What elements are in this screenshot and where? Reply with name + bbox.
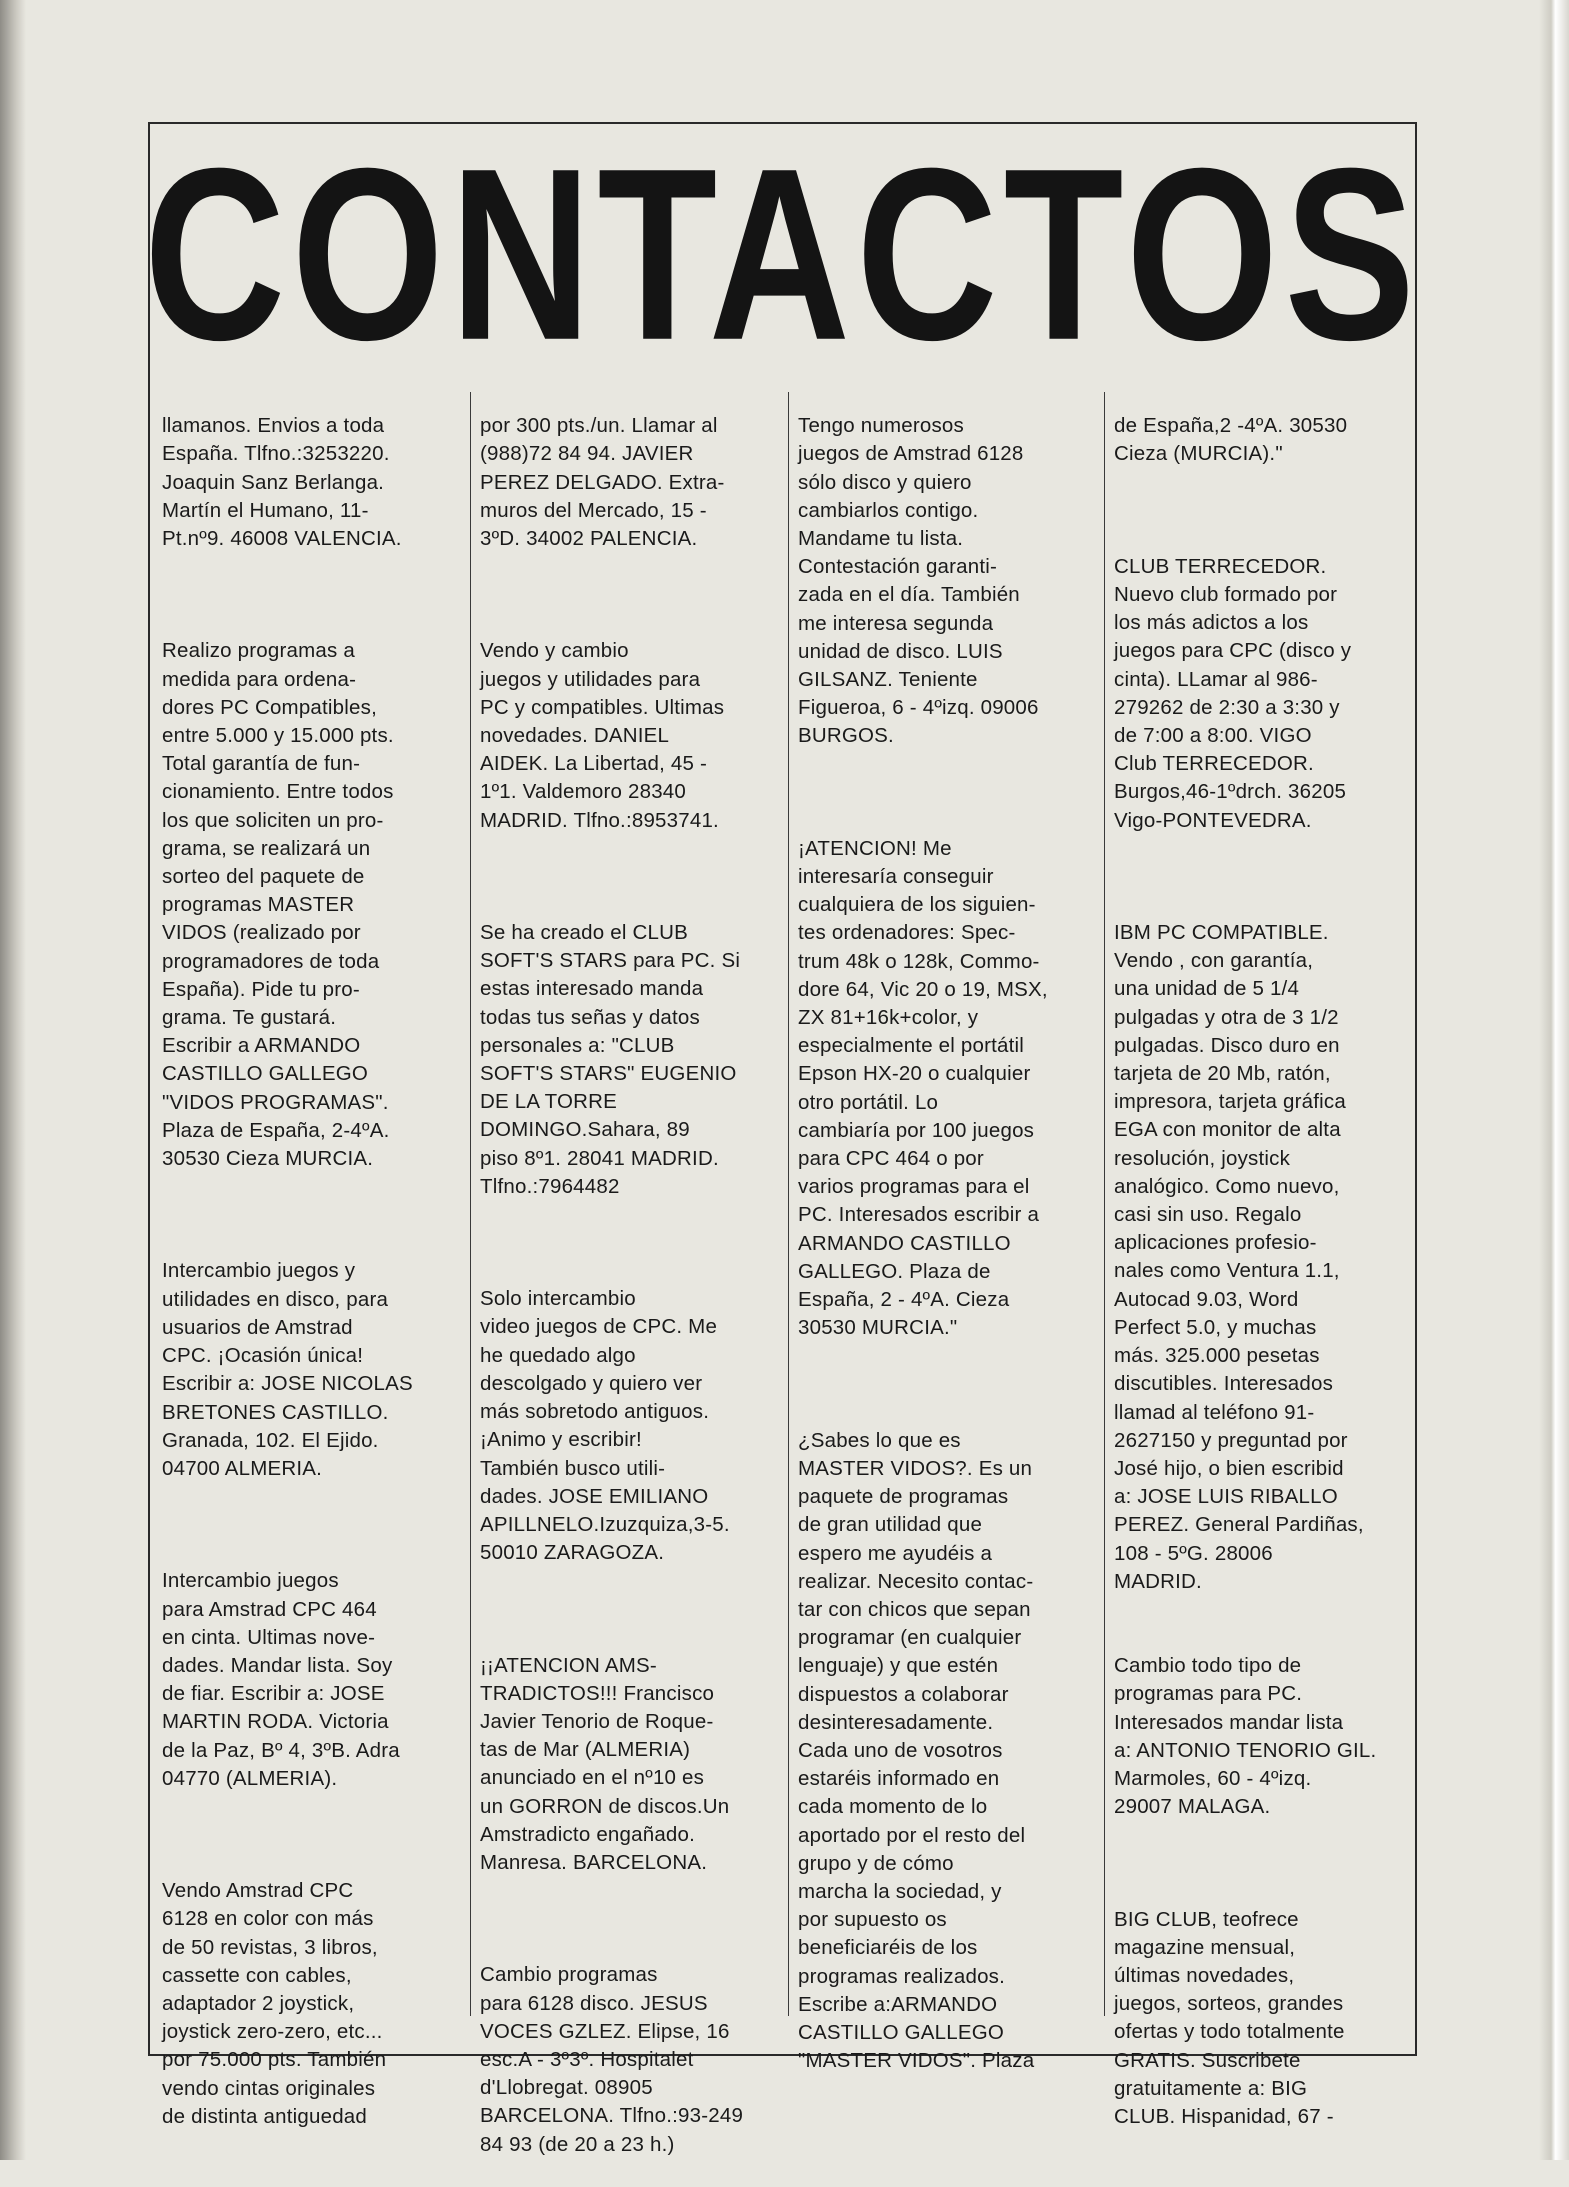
classified-ad: BIG CLUB, teofrece magazine mensual, últimas novedades, juegos, sorteos, grandes ofertas y todo totalmente GRATIS. Suscribete gratuitamente a: BIG CLUB. Hispanidad, 67 -: [1114, 1907, 1345, 2128]
classified-ad: Tengo numerosos juegos de Amstrad 6128 sólo disco y quiero cambiarlos contigo. Mandame tu lista. Contestación garanti- zada en el día. También me interesa segunda unidad de disco. LUIS GILSANZ. Teniente Figueroa, 6 - 4ºizq. 09006 BURGOS.: [798, 414, 1039, 748]
classified-ad: por 300 pts./un. Llamar al (988)72 84 94. JAVIER PEREZ DELGADO. Extra- muros del Mercado, 15 - 3ºD. 34002 PALENCIA.: [480, 414, 725, 551]
classified-ad: IBM PC COMPATIBLE. Vendo , con garantía, una unidad de 5 1/4 pulgadas y otra de 3 1/2 pulgadas. Disco duro en tarjeta de 20 Mb, ratón, impresora, tarjeta gráfica EGA con monitor de alta resolución, joystick analógico. Como nuevo, casi sin uso. Regalo aplicaciones profesio- nales como Ventura 1.1, Autocad 9.03, Word Perfect 5.0, y muchas más. 325.000 pesetas discutibles. Interesados llamad al teléfono 91- 2627150 y preguntad por José hijo, o bien escribid a: JOSE LUIS RIBALLO PEREZ. General Pardiñas, 108 - 5ºG. 28006 MADRID.: [1114, 921, 1364, 1593]
classified-ad: Cambio programas para 6128 disco. JESUS VOCES GZLEZ. Elipse, 16 esc.A - 3º3º. Hospitalet d'Llobregat. 08905 BARCELONA. Tlfno.:93-249 84 93 (de 20 a 23 h.): [480, 1963, 744, 2156]
magazine-spine: [0, 0, 26, 2160]
classified-ad: CLUB TERRECEDOR. Nuevo club formado por los más adictos a los juegos para CPC (disco y cinta). LLamar al 986- 279262 de 2:30 a 3:30 y de 7:00 a 8:00. VIGO Club TERRECEDOR. Burgos,46-1ºdrch. 36205 Vigo-PONTEVEDRA.: [1114, 554, 1352, 832]
column-4: [1114, 384, 1414, 2128]
column-divider: [470, 392, 471, 2016]
classified-ad: Vendo Amstrad CPC 6128 en color con más de 50 revistas, 3 libros, cassette con cables, adaptador 2 joystick, joystick zero-zero, etc... por 75.000 pts. También vendo cintas originales de distinta antiguedad: [162, 1879, 387, 2128]
classified-ad: ¡ATENCION! Me interesaría conseguir cualquiera de los siguien- tes ordenadores: Spec- trum 48k o 128k, Commo- dore 64, Vic 20 o 19, MSX, ZX 81+16k+color, y especialmente el portátil Epson HX-20 o cualquier otro portátil. Lo cambiaría por 100 juegos para CPC 464 o por varios programas para el PC. Interesados escribir a ARMANDO CASTILLO GALLEGO. Plaza de España, 2 - 4ºA. Cieza 30530 MURCIA.": [798, 836, 1048, 1340]
column-3: [798, 384, 1098, 2073]
classified-ad: ¿Sabes lo que es MASTER VIDOS?. Es un paquete de programas de gran utilidad que espero me ayudéis a realizar. Necesito contac- tar con chicos que sepan programar (en cualquier lenguaje) y que estén dispuestos a colaborar desinteresadamente. Cada uno de vosotros estaréis informado en cada momento de lo aportado por el resto del grupo y de cómo marcha la sociedad, y por supuesto os beneficiaréis de los programas realizados. Escribe a:ARMANDO CASTILLO GALLEGO "MASTER VIDOS". Plaza: [798, 1428, 1035, 2073]
classified-ad: Cambio todo tipo de programas para PC. Interesados mandar lista a: ANTONIO TENORIO GIL. Marmoles, 60 - 4ºizq. 29007 MALAGA.: [1114, 1654, 1377, 1819]
classified-ad: Realizo programas a medida para ordena- dores PC Compatibles, entre 5.000 y 15.000 pts. Total garantía de fun- cionamiento. Entre todos los que soliciten un pro- grama, se realizará un sorteo del paquete de programas MASTER VIDOS (realizado por programadores de toda España). Pide tu pro- grama. Te gustará. Escribir a ARMANDO CASTILLO GALLEGO "VIDOS PROGRAMAS". Plaza de España, 2-4ºA. 30530 Cieza MURCIA.: [162, 639, 394, 1171]
column-divider: [1104, 392, 1105, 2016]
page-edge: [1539, 0, 1569, 2160]
classified-ad: llamanos. Envios a toda España. Tlfno.:3253220. Joaquin Sanz Berlanga. Martín el Humano, 11- Pt.nº9. 46008 VALENCIA.: [162, 414, 402, 551]
classified-ad: Intercambio juegos y utilidades en disco, para usuarios de Amstrad CPC. ¡Ocasión única! Escribir a: JOSE NICOLAS BRETONES CASTILLO. Granada, 102. El Ejido. 04700 ALMERIA.: [162, 1259, 413, 1480]
classified-ad: Intercambio juegos para Amstrad CPC 464 en cinta. Ultimas nove- dades. Mandar lista. Soy de fiar. Escribir a: JOSE MARTIN RODA. Victoria de la Paz, Bº 4, 3ºB. Adra 04770 (ALMERIA).: [162, 1569, 400, 1790]
classified-ad: ¡¡ATENCION AMS- TRADICTOS!!! Francisco Javier Tenorio de Roque- tas de Mar (ALMERIA) anunciado en el nº10 es un GORRON de discos.Un Amstradicto engañado. Manresa. BARCELONA.: [480, 1653, 730, 1874]
column-1: [162, 384, 462, 2128]
classifieds-columns: [150, 384, 1415, 2156]
page-title: CONTACTOS: [143, 117, 1422, 392]
classified-ad: Solo intercambio video juegos de CPC. Me he quedado algo descolgado y quiero ver más sobretodo antiguos. ¡Animo y escribir! También busco utili- dades. JOSE EMILIANO APILLNELO.Izuzquiza,3-5. 50010 ZARAGOZA.: [480, 1287, 730, 1565]
classified-ad: Se ha creado el CLUB SOFT'S STARS para PC. Si estas interesado manda todas tus señas y datos personales a: "CLUB SOFT'S STARS" EUGENIO DE LA TORRE DOMINGO.Sahara, 89 piso 8º1. 28041 MADRID. Tlfno.:7964482: [480, 921, 741, 1198]
column-2: [480, 384, 780, 2156]
classified-ad: Vendo y cambio juegos y utilidades para PC y compatibles. Ultimas novedades. DANIEL AIDEK. La Libertad, 45 - 1º1. Valdemoro 28340 MADRID. Tlfno.:8953741.: [480, 639, 725, 832]
column-divider: [788, 392, 789, 2016]
classified-ad: de España,2 -4ºA. 30530 Cieza (MURCIA).": [1114, 414, 1348, 466]
